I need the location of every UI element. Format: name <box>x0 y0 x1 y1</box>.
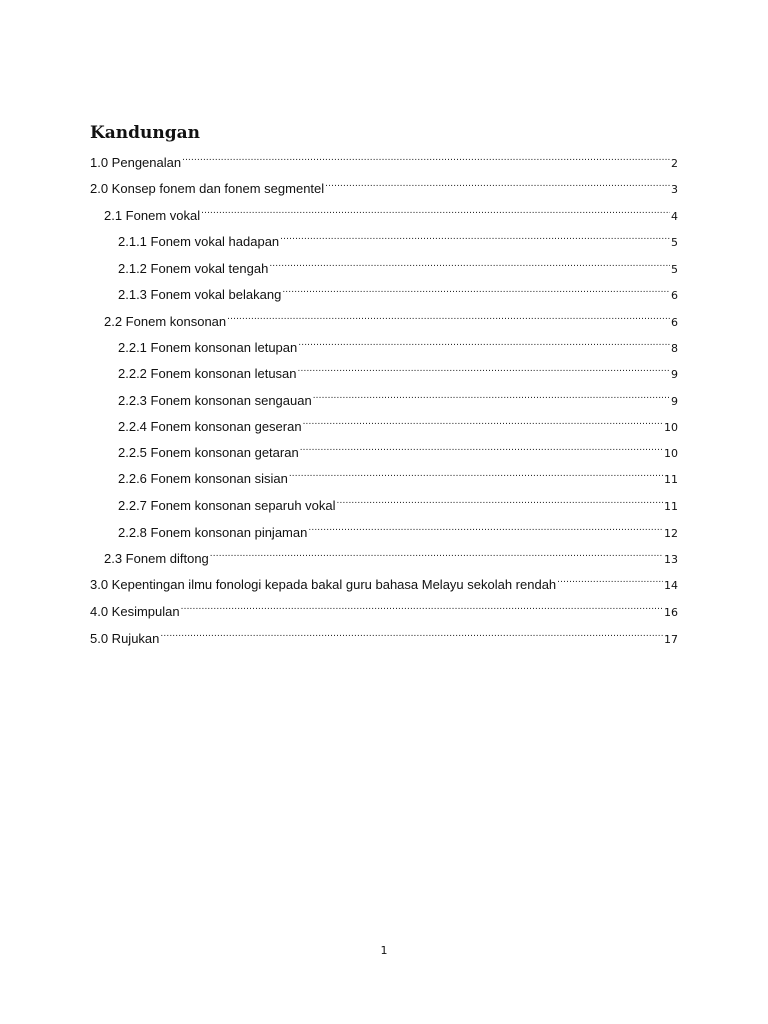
toc-entry-page-number: 10 <box>664 447 678 460</box>
toc-dot-leader <box>160 623 663 643</box>
toc-entry-page-number: 6 <box>671 289 678 302</box>
toc-entry[interactable] <box>118 385 678 408</box>
toc-entry-label: 2.2 Fonem konsonan <box>104 314 227 329</box>
toc-dot-leader <box>181 596 663 616</box>
toc-entry-page-number: 13 <box>664 553 678 566</box>
toc-entry[interactable] <box>118 253 678 276</box>
toc-entry[interactable] <box>90 173 678 196</box>
toc-entry-page-number: 17 <box>664 633 678 646</box>
footer-page-number: 1 <box>380 944 388 957</box>
toc-entry-label: 3.0 Kepentingan ilmu fonologi kepada bakal guru bahasa Melayu sekolah rendah <box>90 577 557 592</box>
toc-entry-page-number: 6 <box>671 316 678 329</box>
toc-dot-leader <box>227 306 670 326</box>
toc-entry-label: 2.2.5 Fonem konsonan getaran <box>118 445 299 460</box>
toc-entry-page-number: 16 <box>664 606 678 619</box>
toc-entry-label: 2.1.2 Fonem vokal tengah <box>118 261 269 276</box>
toc-entry[interactable] <box>104 543 678 566</box>
toc-dot-leader <box>557 569 663 589</box>
toc-entry-page-number: 3 <box>671 183 678 196</box>
toc-entry-label: 2.3 Fonem diftong <box>104 551 209 566</box>
toc-entry-page-number: 12 <box>664 527 678 540</box>
toc-entry-label: 2.2.3 Fonem konsonan sengauan <box>118 393 312 408</box>
toc-entry-label: 2.2.2 Fonem konsonan letusan <box>118 366 297 381</box>
toc-entry[interactable] <box>118 358 678 381</box>
toc-entry-page-number: 9 <box>671 368 678 381</box>
toc-dot-leader <box>282 279 670 299</box>
toc-entry-label: 5.0 Rujukan <box>90 631 160 646</box>
toc-dot-leader <box>210 543 663 563</box>
toc-dot-leader <box>325 173 670 193</box>
toc-entry-label: 2.1 Fonem vokal <box>104 208 201 223</box>
toc-entry-label: 2.0 Konsep fonem dan fonem segmentel <box>90 181 325 196</box>
toc-entry-page-number: 8 <box>671 342 678 355</box>
toc-entry[interactable] <box>90 569 678 592</box>
toc-entry-page-number: 4 <box>671 210 678 223</box>
toc-dot-leader <box>182 147 670 167</box>
toc-entry[interactable] <box>118 437 678 460</box>
toc-entry-label: 2.2.8 Fonem konsonan pinjaman <box>118 525 308 540</box>
toc-entry[interactable] <box>118 279 678 302</box>
toc-dot-leader <box>300 437 663 457</box>
toc-dot-leader <box>289 463 663 483</box>
toc-entry-page-number: 11 <box>664 473 678 486</box>
toc-entry-page-number: 5 <box>671 236 678 249</box>
toc-entry[interactable] <box>104 200 678 223</box>
toc-entry[interactable] <box>118 332 678 355</box>
toc-dot-leader <box>298 332 670 352</box>
toc-entry[interactable] <box>90 147 678 170</box>
toc-dot-leader <box>308 517 663 537</box>
toc-dot-leader <box>269 253 670 273</box>
toc-dot-leader <box>313 385 670 405</box>
toc-entry-page-number: 14 <box>664 579 678 592</box>
toc-entry-label: 2.1.1 Fonem vokal hadapan <box>118 234 280 249</box>
toc-dot-leader <box>337 490 663 510</box>
toc-entry[interactable] <box>118 463 678 486</box>
toc-entry-page-number: 2 <box>671 157 678 170</box>
toc-entry-page-number: 9 <box>671 395 678 408</box>
toc-dot-leader <box>280 226 670 246</box>
toc-entry[interactable] <box>118 226 678 249</box>
toc-entry[interactable] <box>118 517 678 540</box>
toc-entry[interactable] <box>104 306 678 329</box>
toc-entry-page-number: 11 <box>664 500 678 513</box>
toc-entry-label: 2.2.6 Fonem konsonan sisian <box>118 471 288 486</box>
toc-entry-label: 2.2.7 Fonem konsonan separuh vokal <box>118 498 336 513</box>
toc-dot-leader <box>201 200 670 220</box>
toc-entry[interactable] <box>90 596 678 619</box>
toc-entry-label: 1.0 Pengenalan <box>90 155 182 170</box>
toc-entry-label: 4.0 Kesimpulan <box>90 604 180 619</box>
toc-entry-label: 2.1.3 Fonem vokal belakang <box>118 287 282 302</box>
toc-entry[interactable] <box>118 490 678 513</box>
toc-entry-page-number: 5 <box>671 263 678 276</box>
toc-entry-label: 2.2.4 Fonem konsonan geseran <box>118 419 302 434</box>
toc-entry-label: 2.2.1 Fonem konsonan letupan <box>118 340 298 355</box>
toc-dot-leader <box>303 411 663 431</box>
toc-title: Kandungan <box>90 123 201 143</box>
toc-dot-leader <box>298 358 670 378</box>
toc-entry-page-number: 10 <box>664 421 678 434</box>
toc-entry[interactable] <box>118 411 678 434</box>
toc-entry[interactable] <box>90 623 678 646</box>
